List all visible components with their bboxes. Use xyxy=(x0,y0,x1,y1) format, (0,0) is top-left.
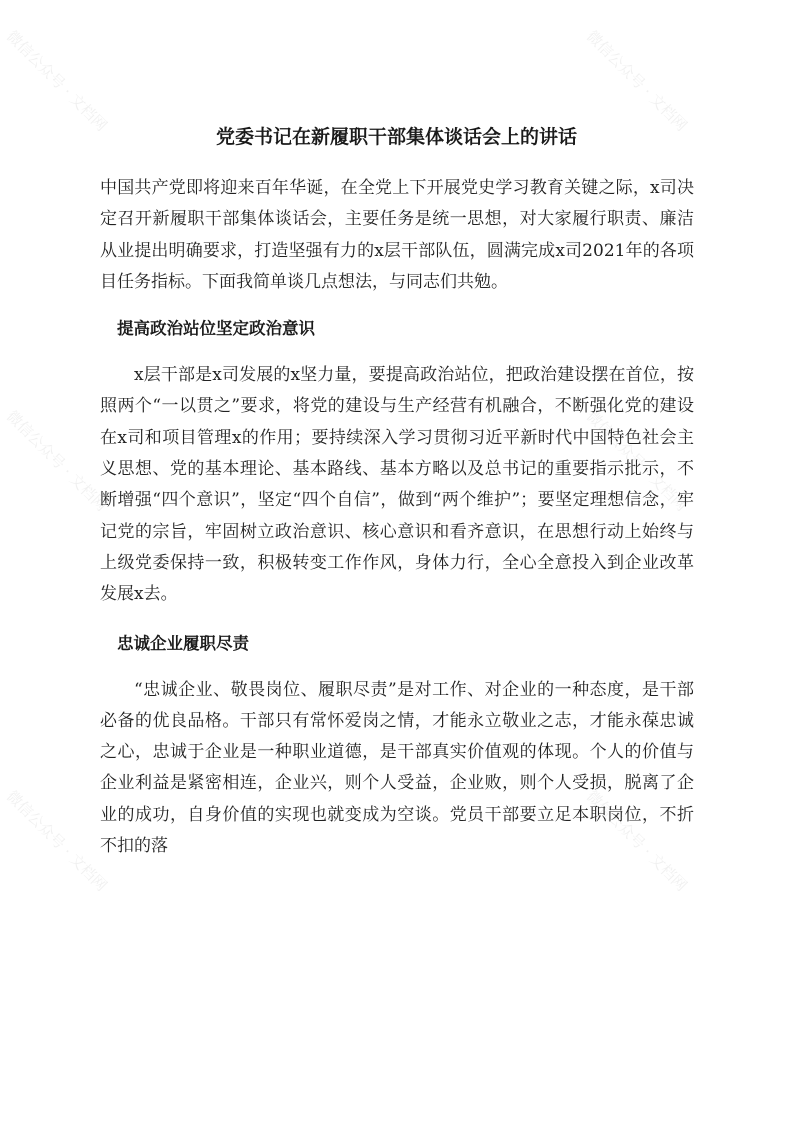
document-title: 党委书记在新履职干部集体谈话会上的讲话 xyxy=(215,126,577,148)
document-body xyxy=(100,173,694,862)
section-paragraph-political: x层干部是x司发展的x坚力量，要提高政治站位，把政治建设摆在首位，按照两个“一以贯之”要求，将党的建设与生产经营有机融合，不断强化党的建设在x司和项目管理x的作用；要持续深入学习贯彻习近平新时代中国特色社会主义思想、党的基本理论、基本路线、基本方略以及总书记的重要指示批示，不断增强“四个意识”，坚定“四个自信”，做到“两个维护”；要坚定理想信念，牢记党的宗旨，牢固树立政治意识、核心意识和看齐意识，在思想行动上始终与上级党委保持一致，积极转变工作作风，身体力行，全心全意投入到企业改革发展x去。 xyxy=(100,365,694,605)
watermark: 微信公众号 · 文档网 xyxy=(582,407,691,515)
section-paragraph-loyalty: “忠诚企业、敬畏岗位、履职尽责”是对工作、对企业的一种态度，是干部必备的优良品格。干部只有常怀爱岗之情，才能永立敬业之志，才能永葆忠诚之心，忠诚于企业是一种职业道德，是干部真实价值观的体现。个人的价值与企业利益是紧密相连，企业兴，则个人受益，企业败，则个人受损，脱离了企业的成功，自身价值的实现也就变成为空谈。党员干部要立足本职岗位，不折不扣的落 xyxy=(100,679,694,857)
watermark: 微信公众号 · 文档网 xyxy=(2,787,111,895)
section-heading-loyalty: 忠诚企业履职尽责 xyxy=(117,633,249,653)
watermark: 微信公众号 · 文档网 xyxy=(582,27,691,135)
intro-paragraph: 中国共产党即将迎来百年华诞，在全党上下开展党史学习教育关键之际，x司决定召开新履职干部集体谈话会，主要任务是统一思想，对大家履行职责、廉洁从业提出明确要求，打造坚强有力的x层干部队伍，圆满完成x司2021年的各项目任务指标。下面我简单谈几点想法，与同志们共勉。 xyxy=(100,178,694,292)
section-heading-political: 提高政治站位坚定政治意识 xyxy=(117,319,315,339)
watermark: 微信公众号 · 文档网 xyxy=(582,787,691,895)
watermark: 微信公众号 · 文档网 xyxy=(2,407,111,515)
watermark: 微信公众号 · 文档网 xyxy=(2,27,111,135)
